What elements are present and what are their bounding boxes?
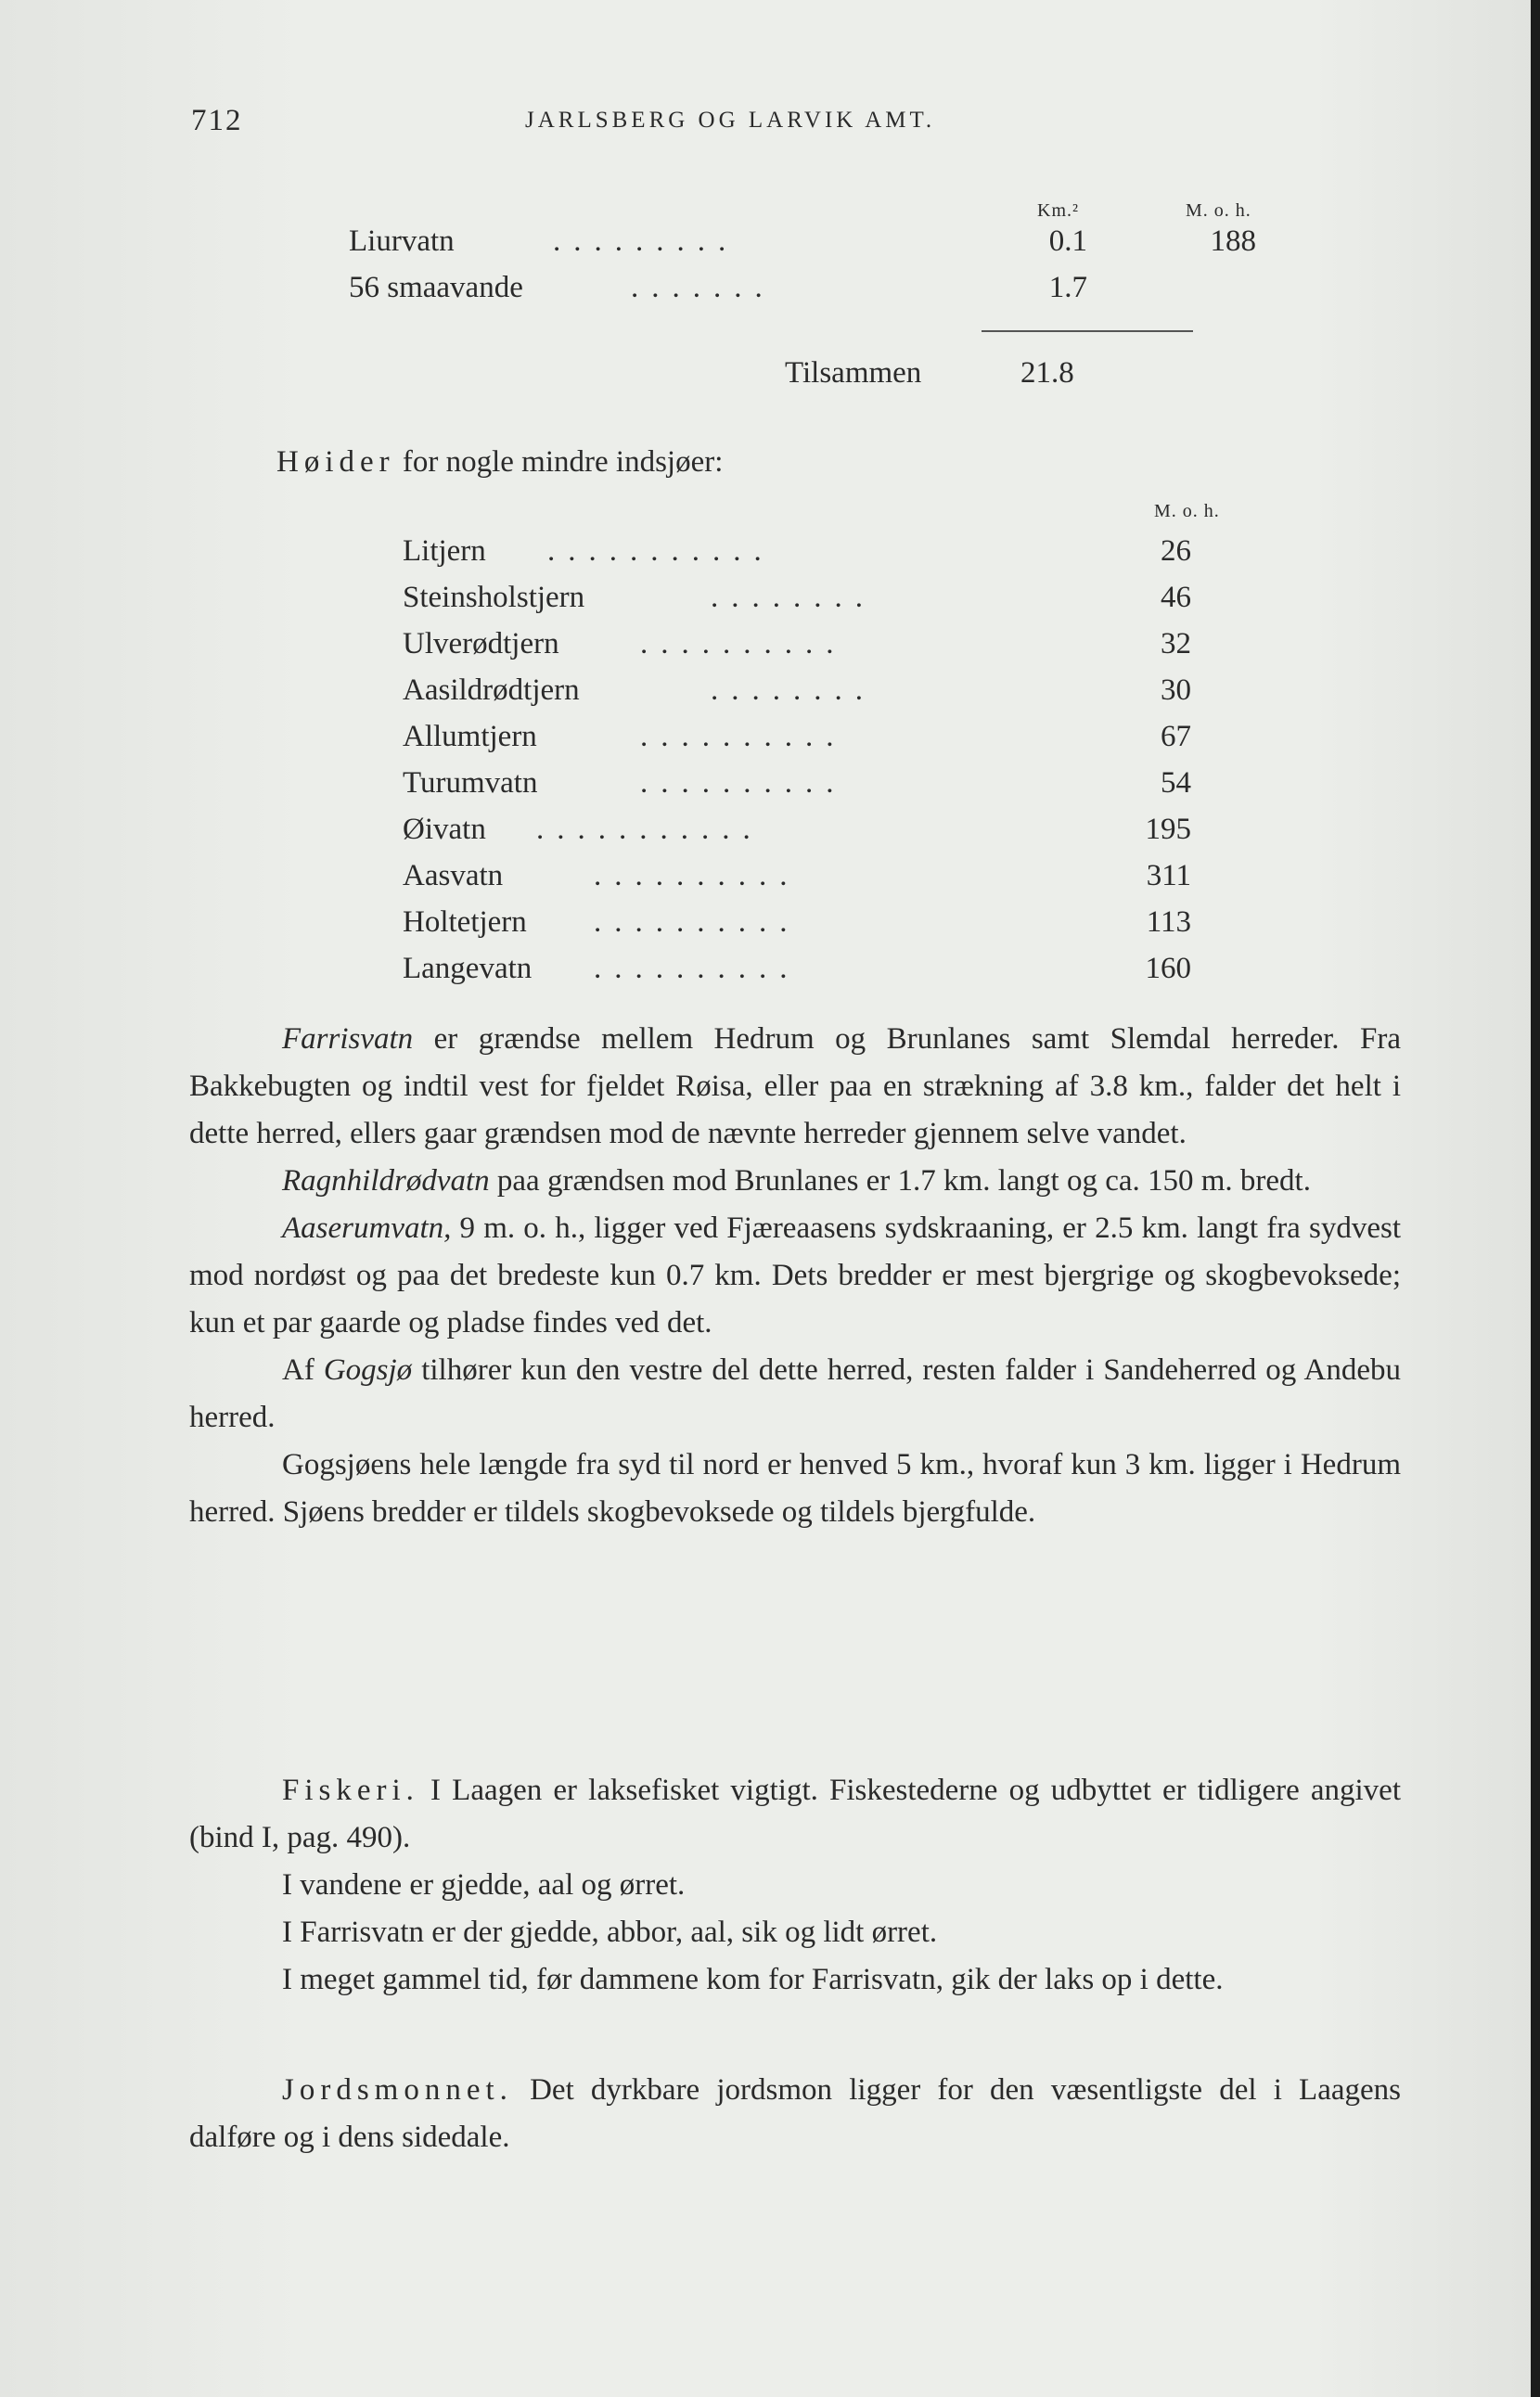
paragraph-text: tilhører kun den vestre del dette herred, resten falder i Sandeherred og Andebu herred. [189,1353,1401,1434]
lake-height: 67 [1161,720,1191,753]
paragraph-gogsjoens: Gogsjøens hele længde fra syd til nord er henved 5 km., hvoraf kun 3 km. ligger i Hedrum herred. Sjøens bredder er tildels skogbevoksede og tildels bjergfulde. [189,1448,1401,1529]
paragraph-gogsjo [189,1347,1401,1442]
running-title: JARLSBERG OG LARVIK AMT. [525,108,936,133]
leader-dots: ........... [536,813,764,846]
lake-height: 195 [1145,813,1191,846]
leader-dots: .......... [594,952,801,985]
lake-height: 311 [1146,859,1191,892]
page-number: 712 [191,104,243,137]
body-text-jordsmonnet [189,2067,1401,2161]
col-header-moh: M. o. h. [1186,200,1251,221]
body-text [189,1016,1401,1536]
lake-name-italic: Gogsjø [323,1353,413,1387]
paragraph-farrisvatn [189,1016,1401,1158]
lake-height: 54 [1161,766,1191,800]
leader-dots: .......... [594,905,801,939]
paragraph-vandene: I vandene er gjedde, aal og ørret. [282,1868,686,1902]
leader-dots: ........... [547,534,775,568]
table1-row-name: 56 smaavande [349,271,523,304]
section-heading-spaced: Fiskeri. [282,1774,419,1807]
col-header-km2: Km.² [1037,200,1079,221]
lake-name: Øivatn [403,813,486,846]
total-value: 21.8 [1020,356,1074,390]
section-heading-spaced: Jordsmonnet. [282,2073,513,2107]
table2-col-header: M. o. h. [1154,501,1220,521]
leader-dots: .......... [594,859,801,892]
scan-edge [1531,0,1540,2397]
leader-dots: .......... [640,627,847,660]
paragraph-text: er grændse mellem Hedrum og Brunlanes samt Slemdal herreder. Fra Bakkebugten og indtil vest for fjeldet Røisa, eller paa en strækning af 3.8 km., falder det helt i dette herred, ellers gaar grændsen mod de nævnte herreder gjennem selve vandet. [189,1022,1401,1150]
paragraph-laks: I meget gammel tid, før dammene kom for Farrisvatn, gik der laks op i dette. [282,1963,1224,1996]
body-text-fiskeri [189,1767,1401,2004]
lake-height: 160 [1145,952,1191,985]
leader-dots: ........ [711,581,876,614]
leader-dots: .......... [640,766,847,800]
paragraph-farrisvatn-fish: I Farrisvatn er der gjedde, abbor, aal, sik og lidt ørret. [282,1916,938,1949]
table2-heading-spaced: Høider [276,445,395,479]
lake-height: 32 [1161,627,1191,660]
paragraph-ragnhildrodvatn [189,1158,1401,1205]
paragraph-jordsmonnet [189,2067,1401,2161]
leader-dots: ....... [631,271,776,304]
lake-name-italic: Aaserumvatn, [282,1211,452,1245]
lake-height: 26 [1161,534,1191,568]
lake-height: 30 [1161,673,1191,707]
table2-heading [276,445,723,480]
lake-name: Ulverødtjern [403,627,559,660]
paragraph-text: Af [282,1353,324,1387]
leader-dots: .......... [640,720,847,753]
lake-name: Holtetjern [403,905,527,939]
leader-dots: ......... [553,224,739,258]
lake-name: Langevatn [403,952,533,985]
paragraph-text: I Laagen er laksefisket vigtigt. Fiskestederne og udbyttet er tidligere angivet (bind I, pag. 490). [189,1774,1401,1854]
lake-name: Steinsholstjern [403,581,585,614]
total-label: Tilsammen [785,356,922,390]
lake-name: Aasvatn [403,859,504,892]
paragraph-text: 9 m. o. h., ligger ved Fjæreaasens sydskraaning, er 2.5 km. langt fra sydvest mod nordøst og paa det bredeste kun 0.7 km. Dets bredder er mest bjergrige og skogbevoksede; kun et par gaarde og pladse findes ved det. [189,1211,1401,1340]
lake-name: Turumvatn [403,766,538,800]
paragraph-aaserumvatn [189,1205,1401,1347]
table1-row-km2: 0.1 [1048,224,1087,258]
lake-height: 46 [1161,581,1191,614]
lake-name-italic: Farrisvatn [282,1022,414,1056]
lake-name-italic: Ragnhildrødvatn [282,1164,490,1198]
table1-row-name: Liurvatn [349,224,455,258]
paragraph-fiskeri [189,1767,1401,1862]
paragraph-text: Det dyrkbare jordsmon ligger for den væsentligste del i Laagens dalføre og i dens sidedale. [189,2073,1401,2154]
table1-row-km2: 1.7 [1048,271,1087,304]
lake-name: Aasildrødtjern [403,673,580,707]
lake-name: Allumtjern [403,720,537,753]
lake-name: Litjern [403,534,486,568]
leader-dots: ........ [711,673,876,707]
table2-heading-rest: for nogle mindre indsjøer: [402,445,724,479]
sum-rule [982,330,1193,332]
lake-height: 113 [1146,905,1191,939]
paragraph-text: paa grændsen mod Brunlanes er 1.7 km. langt og ca. 150 m. bredt. [489,1164,1311,1198]
table1-row-moh: 188 [1210,224,1256,258]
